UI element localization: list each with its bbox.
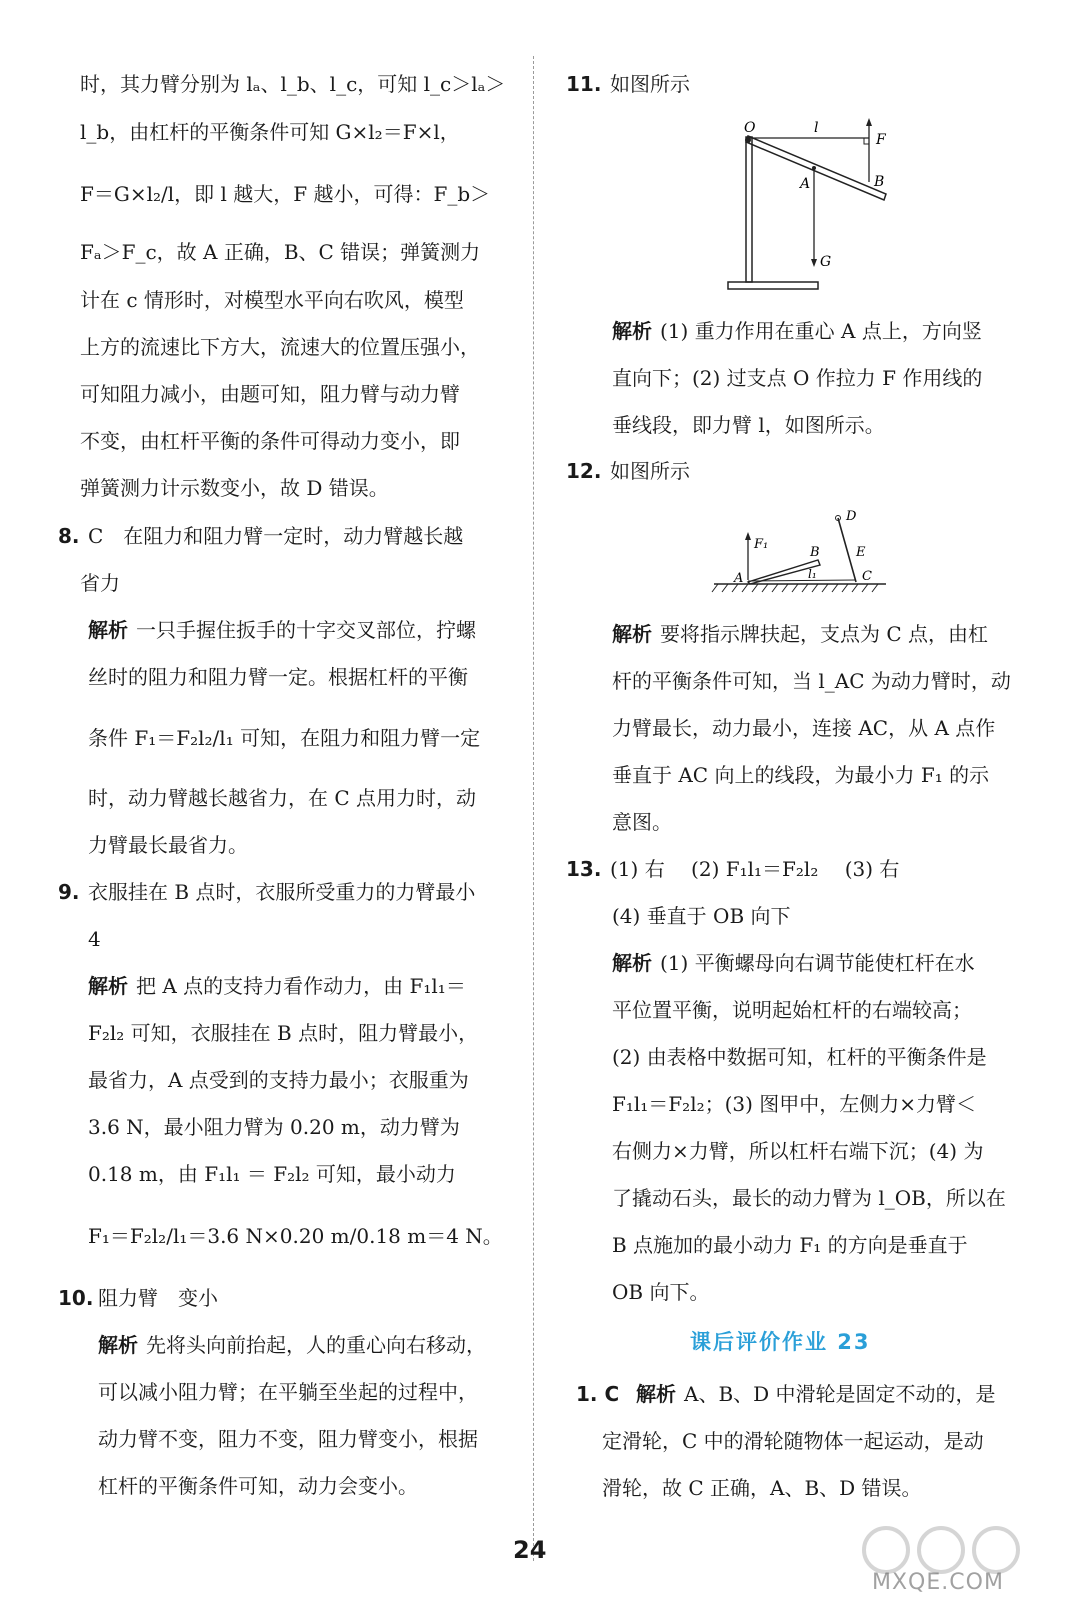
text-line: 要将指示牌扶起，支点为 C 点，由杠 [660,622,989,646]
lever-figure-11 [716,112,906,297]
label-l: l [814,120,819,136]
text-line: 右侧力×力臂，所以杠杆右端下沉；(4) 为 [612,1139,984,1163]
analysis-tag: 解析 [612,622,652,646]
text-line: 平位置平衡，说明起始杠杆的右端较高； [612,998,972,1022]
analysis-tag: 解析 [88,974,128,998]
answer-text: 4 [88,927,101,951]
text-line: 可以减小阻力臂；在平躺至坐起的过程中， [98,1380,478,1404]
text-line: 意图。 [612,810,672,834]
text-line: F₁l₁＝F₂l₂；(3) 图甲中，左侧力×力臂＜ [612,1092,977,1116]
text-line: 垂线段，即力臂 l，如图所示。 [612,413,885,437]
text-line: 动力臂不变，阻力不变，阻力臂变小，根据 [98,1427,478,1451]
answer-text: 省力 [80,571,120,595]
label-O: O [744,120,756,136]
text-line: 不变，由杠杆平衡的条件可得动力变小，即 [80,429,460,453]
question-number: 13. [566,857,602,881]
text-line: (1) 平衡螺母向右调节能使杠杆在水 [660,951,975,975]
column-divider [533,56,534,1561]
question-number: 10. [58,1286,94,1310]
text-line: B 点施加的最小动力 F₁ 的方向是垂直于 [612,1233,968,1257]
text-line: 丝时的阻力和阻力臂一定。根据杠杆的平衡 [88,665,468,689]
text-line: 0.18 m，由 F₁l₁ ＝ F₂l₂ 可知，最小动力 [88,1162,456,1186]
text-line: 力臂最长，动力最小，连接 AC，从 A 点作 [612,716,996,740]
text-line: (1) 重力作用在重心 A 点上，方向竖 [660,319,982,343]
question-number: 8. [58,524,80,548]
formula-line: F₁＝F₂l₂/l₁＝3.6 N×0.20 m/0.18 m＝4 N。 [88,1224,503,1248]
text-line: A、B、D 中滑轮是固定不动的，是 [684,1382,996,1406]
label-B: B [810,545,820,560]
analysis-tag: 解析 [612,951,652,975]
text-line: 滑轮，故 C 正确，A、B、D 错误。 [602,1476,922,1500]
text-line: Fₐ＞F_c，故 A 正确，B、C 错误；弹簧测力 [80,240,481,264]
analysis-tag: 解析 [636,1382,676,1406]
text-line: 最省力，A 点受到的支持力最小；衣服重为 [88,1068,469,1092]
answer-text: C 在阻力和阻力臂一定时，动力臂越长越 [88,524,464,548]
text-line: 先将头向前抬起，人的重心向右移动， [146,1333,486,1357]
label-F: F [876,132,886,148]
text-line: 时，其力臂分别为 lₐ、l_b、l_c，可知 l_c＞lₐ＞ [80,72,506,96]
text-line: 直向下；(2) 过支点 O 作拉力 F 作用线的 [612,366,983,390]
text-line: l_b，由杠杆的平衡条件可知 G×l₂＝F×l， [80,120,460,144]
text-line: 条件 F₁＝F₂l₂/l₁ 可知，在阻力和阻力臂一定 [88,726,481,750]
question-number: 9. [58,880,80,904]
text-line: 杠杆的平衡条件可知，动力会变小。 [98,1474,418,1498]
watermark-text: MXQE.COM [872,1570,1004,1595]
text-line: 计在 c 情形时，对模型水平向右吹风，模型 [80,288,464,312]
label-A: A [734,571,744,586]
text-line: 上方的流速比下方大，流速大的位置压强小， [80,335,480,359]
label-B: B [874,174,885,190]
analysis-tag: 解析 [612,319,652,343]
question-number: 1. C [576,1382,620,1406]
text-line: 力臂最长最省力。 [88,833,248,857]
text-line: 可知阻力减小，由题可知，阻力臂与动力臂 [80,382,460,406]
answer-text: 衣服挂在 B 点时，衣服所受重力的力臂最小 [88,880,476,904]
text-line: 杆的平衡条件可知，当 l_AC 为动力臂时，动 [612,669,1011,693]
label-D: D [846,509,857,524]
answer-text: 如图所示 [610,72,690,96]
text-line: (2) 由表格中数据可知，杠杆的平衡条件是 [612,1045,987,1069]
label-C: C [862,569,872,584]
label-l1: l₁ [808,567,817,581]
answer-text: (1) 右 (2) F₁l₁＝F₂l₂ (3) 右 [610,857,900,881]
section-title: 课后评价作业 23 [690,1330,871,1354]
text-line: 一只手握住扳手的十字交叉部位，拧螺 [136,618,476,642]
analysis-tag: 解析 [98,1333,138,1357]
text-line: F＝G×l₂/l，即 l 越大，F 越小，可得：F_b＞ [80,182,491,206]
label-G: G [820,254,832,270]
text-line: 把 A 点的支持力看作动力，由 F₁l₁＝ [136,974,466,998]
label-A: A [800,176,811,192]
label-E: E [856,545,866,560]
text-line: F₂l₂ 可知，衣服挂在 B 点时，阻力臂最小， [88,1021,479,1045]
page-number: 24 [513,1536,547,1564]
answer-text: 如图所示 [610,459,690,483]
text-line: 了撬动石头，最长的动力臂为 l_OB，所以在 [612,1186,1006,1210]
question-number: 12. [566,459,602,483]
label-F1: F₁ [754,537,769,552]
text-line: 垂直于 AC 向上的线段，为最小力 F₁ 的示 [612,763,990,787]
answer-text: 阻力臂 变小 [98,1286,218,1310]
text-line: OB 向下。 [612,1280,710,1304]
text-line: 弹簧测力计示数变小，故 D 错误。 [80,476,389,500]
question-number: 11. [566,72,602,96]
text-line: 3.6 N，最小阻力臂为 0.20 m，动力臂为 [88,1115,460,1139]
analysis-tag: 解析 [88,618,128,642]
text-line: 时，动力臂越长越省力，在 C 点用力时，动 [88,786,477,810]
lever-figure-12 [710,502,890,597]
answer-text: (4) 垂直于 OB 向下 [612,904,791,928]
text-line: 定滑轮，C 中的滑轮随物体一起运动，是动 [602,1429,984,1453]
